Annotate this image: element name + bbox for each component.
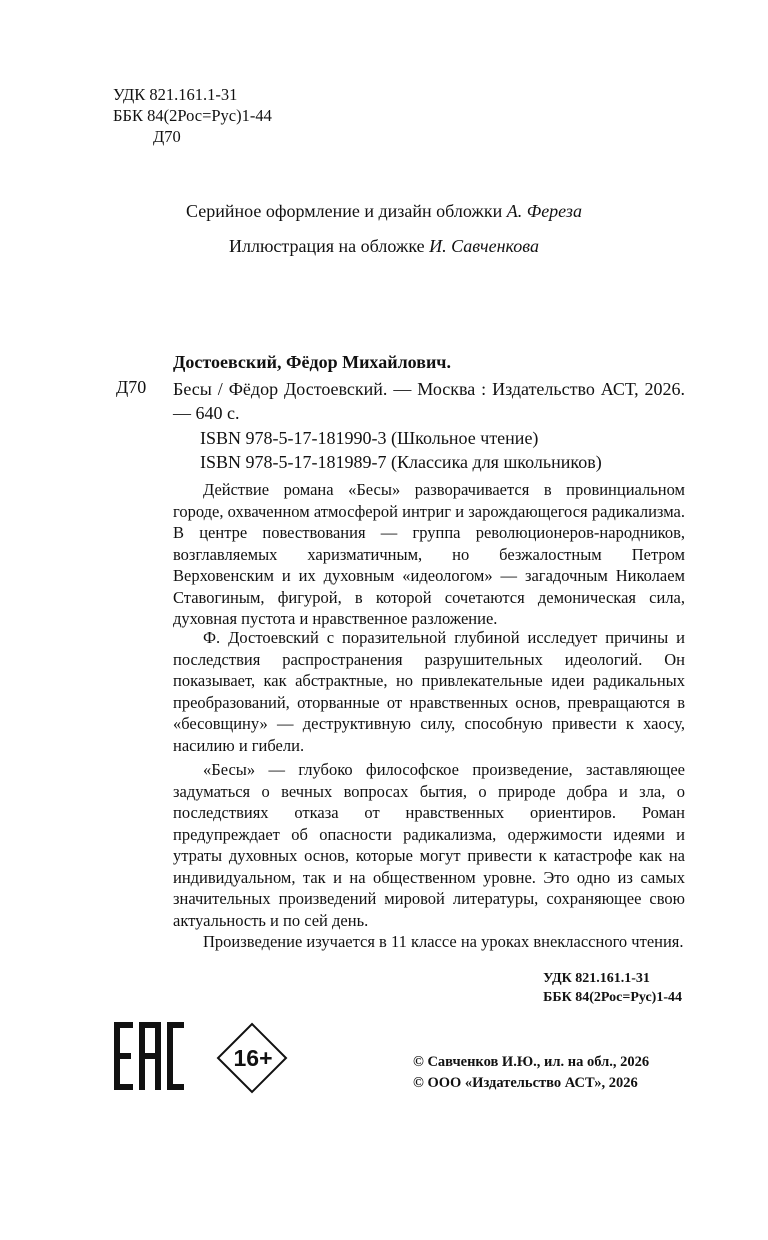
- copyright-illustrator: © Савченков И.Ю., ил. на обл., 2026: [413, 1054, 650, 1070]
- catalog-author: Достоевский, Фёдор Михайлович.: [173, 352, 451, 372]
- annotation-paragraph-4: Произведение изучается в 11 классе на уроках внеклассного чтения.: [203, 932, 684, 951]
- isbn-school: ISBN 978-5-17-181990-3 (Школьное чтение): [200, 428, 539, 448]
- annotation-paragraph-1: Действие романа «Бесы» разворачивается в провинциальном городе, охваченном атмосферой интриг и зарождающегося радикализма. В центре повествования — группа революционеров-народников, возглавляемых харизматичным, но безжалостным Петром Верховенским и их духовным «идеологом» — загадочным Николаем Ставогиным, фигурой, в которой сочетаются демоническая сила, духовная пустота и нравственное разложение.: [173, 480, 685, 628]
- illustration-credit-label: Иллюстрация на обложке: [229, 236, 425, 256]
- design-credit-label: Серийное оформление и дизайн обложки: [186, 201, 503, 221]
- bottom-udk: УДК 821.161.1-31: [543, 971, 650, 986]
- classification-codes: [113, 84, 272, 147]
- isbn-classic: ISBN 978-5-17-181989-7 (Классика для школьников): [200, 452, 602, 472]
- illustration-credit: [0, 234, 768, 258]
- author-mark: Д70: [153, 127, 181, 146]
- bottom-classification-codes: [543, 969, 682, 1007]
- age-rating-icon: [216, 1022, 288, 1094]
- catalog-title: Бесы / Фёдор Достоевский. — Москва : Издательство АСТ, 2026. — 640 с.: [173, 379, 685, 423]
- bbk-code: ББК 84(2Рос=Рус)1-44: [113, 106, 272, 125]
- design-credit-name: А. Фереза: [506, 201, 582, 221]
- bottom-bbk: ББК 84(2Рос=Рус)1-44: [543, 990, 682, 1005]
- copyright-block: [413, 1052, 649, 1094]
- udk-code: УДК 821.161.1-31: [113, 85, 238, 104]
- eac-icon: [114, 1022, 184, 1090]
- age-rating-label: 16+: [233, 1045, 273, 1071]
- copyright-publisher: © ООО «Издательство АСТ», 2026: [413, 1075, 638, 1091]
- annotation-paragraph-2: Ф. Достоевский с поразительной глубиной исследует причины и последствия распространения разрушительных идеологий. Он показывает, как абстрактные, но привлекательные идеи радикальных преобразований, оторванные от нравственных основ, превращаются в «бесовщину» — деструктивную силу, способную привести к хаосу, насилию и гибели.: [173, 628, 685, 755]
- annotation-paragraph-3: «Бесы» — глубоко философское произведение, заставляющее задуматься о вечных вопросах бытия, о природе добра и зла, о последствиях отказа от нравственных ориентиров. Роман предупреждает об опасности радикализма, одержимости идеями и утраты духовных основ, которые могут привести к катастрофе как на индивидуальном, так и на общественном уровне. Это одно из самых значительных произведений мировой литературы, сохраняющее свою актуальность и по сей день.: [173, 760, 685, 930]
- illustration-credit-name: И. Савченкова: [429, 236, 539, 256]
- catalog-mark: Д70: [116, 377, 147, 397]
- design-credit: [0, 199, 768, 223]
